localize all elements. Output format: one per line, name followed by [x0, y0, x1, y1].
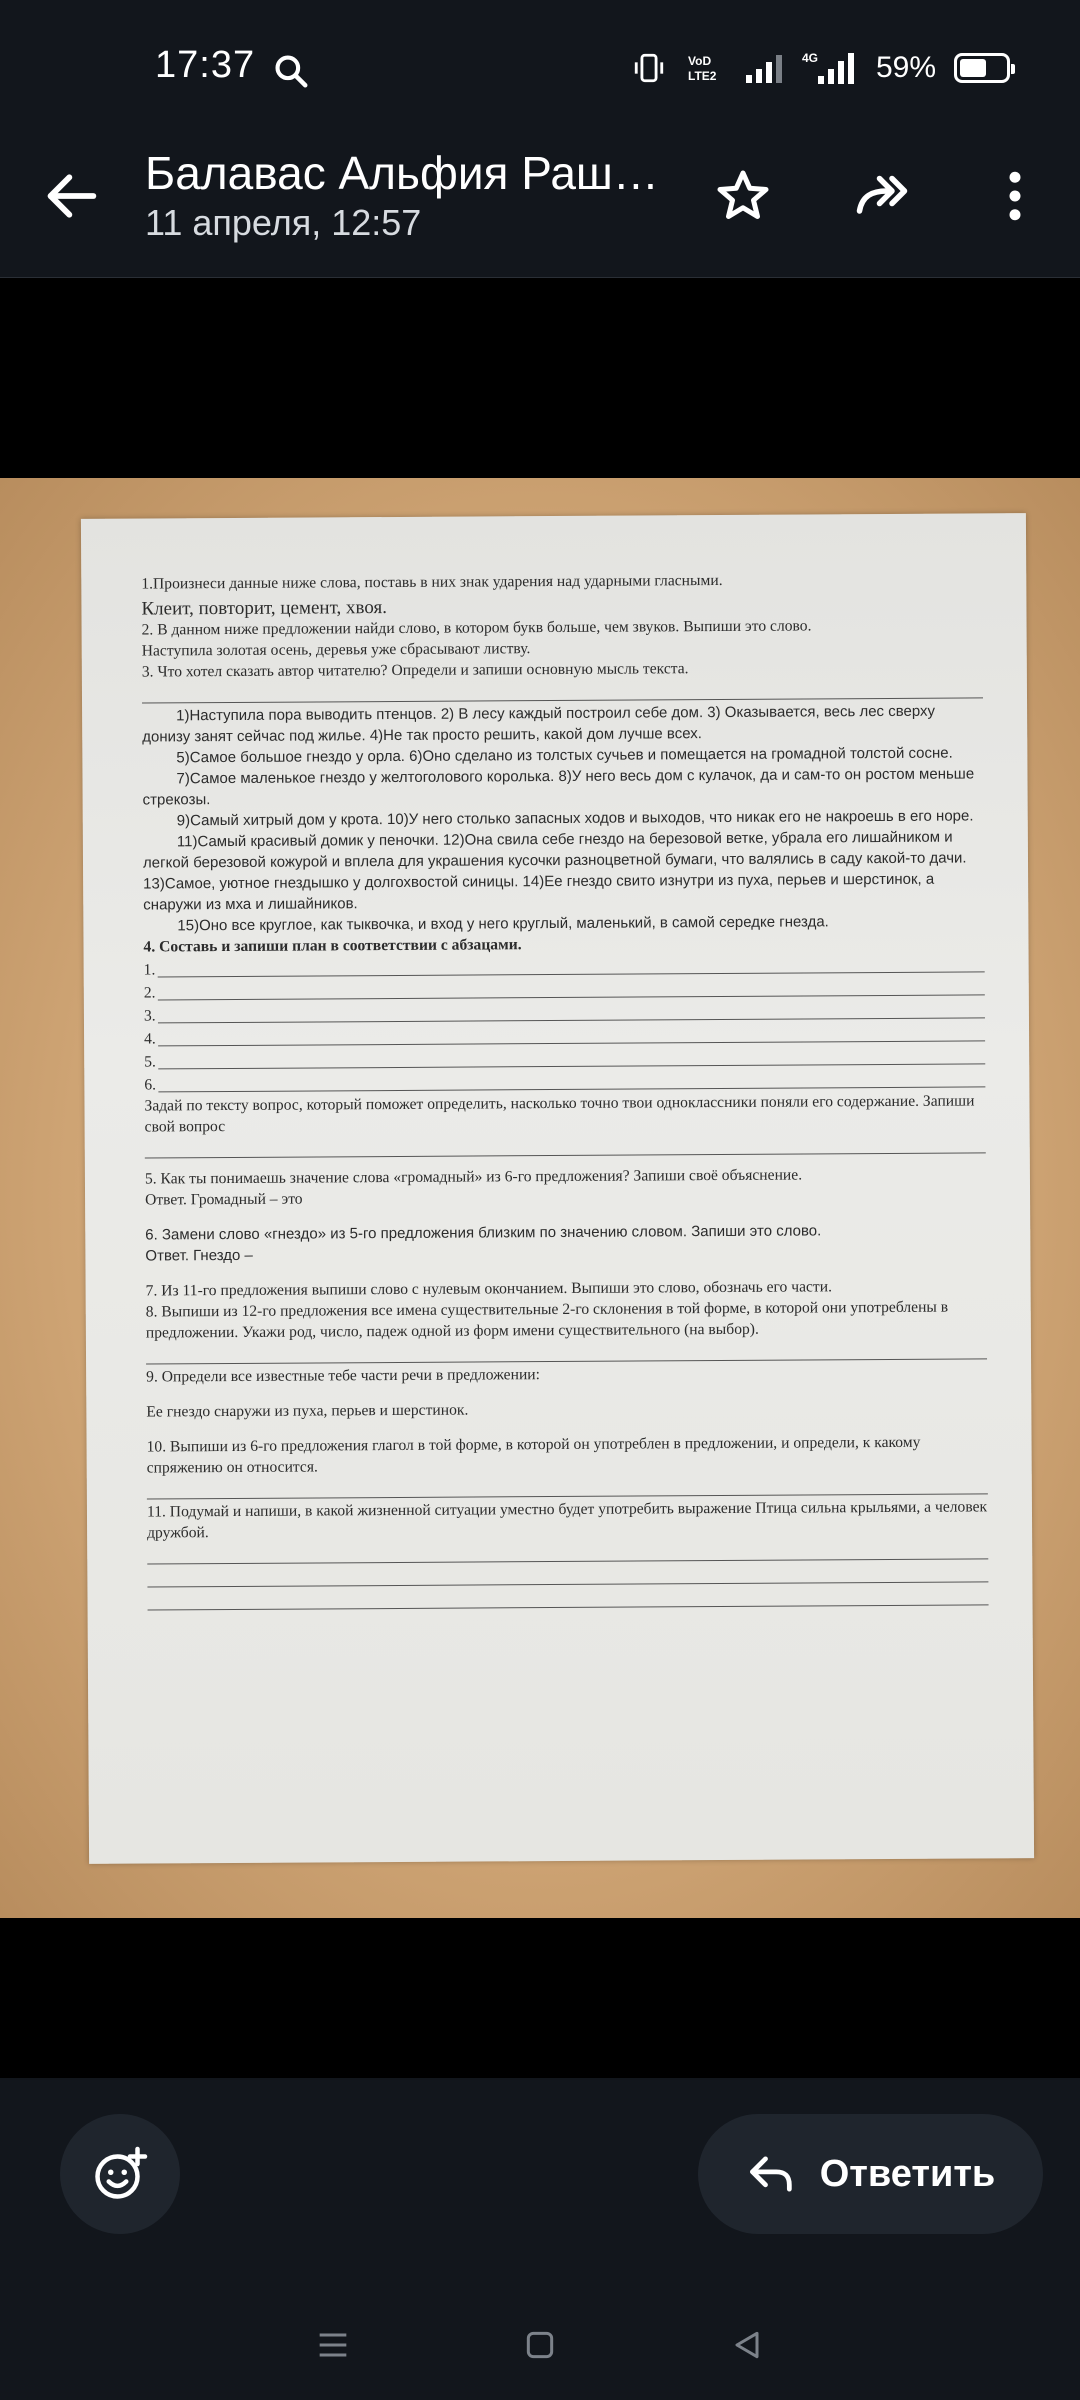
plan-number: 2.	[143, 984, 156, 1002]
text-paragraph: 7)Самое маленькое гнездо у желтоголового королька. 8)У него весь дом с кулачок, да и сам-то он ростом меньше стрекозы.	[142, 765, 975, 809]
question-7: 7. Из 11-го предложения выпиши слово с нулевым окончанием. Выпиши это слово, обозначь его части.	[145, 1278, 833, 1300]
question-1: 1.Произнеси данные ниже слова, поставь в них знак ударения над ударными гласными.	[141, 571, 723, 593]
chat-header	[0, 140, 1080, 278]
status-bar	[0, 0, 1080, 140]
question-ask: Задай по тексту вопрос, который поможет определить, насколько точно твои одноклассники поняли его содержание. Запиши свой вопрос	[144, 1092, 975, 1136]
more-vertical-icon[interactable]	[985, 166, 1045, 226]
photo-attachment[interactable]	[0, 478, 1080, 1918]
svg-text:LTE2: LTE2	[687, 69, 717, 83]
text-paragraph: 11)Самый красивый домик у пеночки. 12)Она свила себе гнездо на березовой ветке, убрала его лишайником и легкой березовой кожурой и вплела для украшения кусочки разноцветной бумаги, что валялись в саду какой-то дачи. 13)Самое, уютное гнездышко у долгохвостой синицы. 14)Ее гнездо свито изнутри из пуха, перьев и шерстинок, а снаружи из мха и лишайников.	[142, 828, 967, 914]
forward-icon[interactable]	[852, 166, 912, 226]
answer-line	[147, 1538, 988, 1564]
status-time: 17:37	[155, 44, 256, 86]
battery-level	[960, 59, 986, 77]
signal-4g-icon	[802, 50, 858, 86]
answer-line	[147, 1561, 988, 1587]
signal-1-icon	[744, 51, 784, 85]
worksheet-paper	[81, 513, 1034, 1864]
react-button[interactable]	[60, 2114, 180, 2234]
question-9: 9. Определи все известные тебе части речи в предложении:	[146, 1366, 541, 1386]
plan-number: 1.	[143, 961, 156, 979]
plan-number: 5.	[144, 1053, 156, 1071]
text-paragraph: 15)Оно все круглое, как тыквочка, и вход у него круглый, маленький, в самой середке гнезда.	[177, 913, 829, 935]
answer-line	[145, 1132, 986, 1158]
question-4: 4. Составь и запиши план в соответствии с абзацами.	[143, 936, 522, 956]
svg-text:4G: 4G	[801, 51, 818, 65]
question-6: 6. Замени слово «гнездо» из 5-го предложения близким по значению словом. Запиши это слово.	[145, 1222, 822, 1244]
reply-label: Ответить	[819, 2152, 996, 2195]
question-8: 8. Выпиши из 12-го предложения все имена существительные 2-го склонения в той форме, в которой они употреблены в предложении. Укажи род, число, падеж одной из форм имени существительного (на выбор).	[145, 1298, 949, 1342]
plan-number: 4.	[144, 1030, 156, 1048]
question-6-answer: Ответ. Гнездо –	[145, 1246, 253, 1265]
back-arrow-icon[interactable]	[40, 164, 104, 228]
svg-text:VoD: VoD	[687, 54, 712, 68]
reply-button[interactable]	[698, 2114, 1043, 2234]
question-2-sentence: Наступила золотая осень, деревья уже сбрасывают листву.	[141, 640, 531, 660]
message-date: 11 апреля, 12:57	[145, 202, 422, 243]
bottom-bar	[0, 2078, 1080, 2400]
question-5: 5. Как ты понимаешь значение слова «громадный» из 6-го предложения? Запиши своё объяснение.	[144, 1166, 803, 1188]
status-indicators	[632, 48, 1010, 88]
sender-name: Балавас Альфия Раш…	[145, 147, 659, 199]
back-triangle-icon[interactable]	[727, 2325, 767, 2365]
text-paragraph: 9)Самый хитрый дом у крота. 10)У него столько запасных ходов и выходов, что никак его не накроешь в его норе.	[176, 807, 974, 830]
battery-icon	[954, 53, 1010, 83]
volte-icon	[684, 51, 726, 85]
home-square-icon[interactable]	[520, 2325, 560, 2365]
search-icon	[272, 52, 310, 90]
question-9-sentence: Ее гнездо снаружи из пуха, перьев и шерстинок.	[146, 1401, 469, 1421]
text-paragraph: 1)Наступила пора выводить птенцов. 2) В лесу каждый построил себе дом. 3) Оказывается, весь лес сверху донизу занят сейчас под жилье. 4)Не так просто решить, какой дом лучше всех.	[142, 702, 936, 746]
star-icon[interactable]	[713, 166, 773, 226]
system-nav-bar	[0, 2290, 1080, 2400]
question-5-answer: Ответ. Громадный – это	[145, 1190, 303, 1209]
plan-number: 3.	[143, 1007, 156, 1025]
answer-line	[147, 1584, 988, 1610]
question-11: 11. Подумай и напиши, в какой жизненной ситуации уместно будет употребить выражение Птица сильна крыльями, а человек дружбой.	[146, 1498, 988, 1542]
reading-text	[142, 700, 984, 936]
words-to-stress: Клеит, повторит, цемент, хвоя.	[141, 597, 387, 620]
question-3: 3. Что хотел сказать автор читателю? Определи и запиши основную мысль текста.	[141, 660, 689, 681]
question-2: 2. В данном ниже предложении найди слово, в котором букв больше, чем звуков. Выпиши это слово.	[141, 617, 812, 639]
question-10: 10. Выпиши из 6-го предложения глагол в той форме, в которой он употреблен в предложении, и определи, к какому спряжению он относится.	[146, 1433, 921, 1477]
recents-menu-icon[interactable]	[313, 2325, 353, 2365]
add-reaction-icon	[90, 2144, 150, 2204]
plan-number: 6.	[144, 1076, 157, 1094]
text-paragraph: 5)Самое большое гнездо у орла. 6)Оно сделано из толстых сучьев и помещается на громадной толстой сосне.	[176, 744, 953, 767]
reply-arrow-icon	[746, 2148, 798, 2200]
vibrate-icon	[632, 51, 666, 85]
battery-percent: 59%	[875, 51, 936, 84]
